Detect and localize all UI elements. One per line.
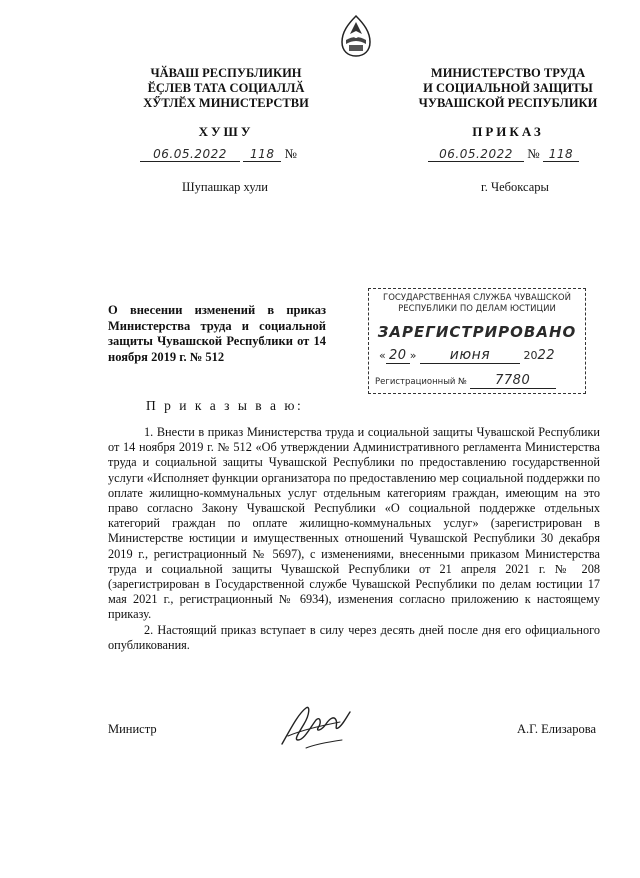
stamp-year-prefix: 20 xyxy=(523,349,538,362)
stamp-org-line: РЕСПУБЛИКИ ПО ДЕЛАМ ЮСТИЦИИ xyxy=(398,304,556,314)
order-word-russian: ПРИКАЗ xyxy=(472,124,544,139)
order-date-number-chuvash xyxy=(140,146,320,166)
registration-stamp xyxy=(368,288,586,394)
order-date: 06.05.2022 xyxy=(428,147,524,162)
stamp-month: июня xyxy=(420,347,520,364)
number-sign: № xyxy=(527,146,540,161)
ministry-name-line: ХӲТЛӖХ МИНИСТЕРСТВИ xyxy=(143,96,309,110)
stamp-day: 20 xyxy=(386,348,410,364)
order-paragraph: 2. Настоящий приказ вступает в силу через десять дней после дня его официального опубликования. xyxy=(108,622,600,652)
signatory-name: А.Г. Елизарова xyxy=(516,722,596,736)
stamp-org-line: ГОСУДАРСТВЕННАЯ СЛУЖБА ЧУВАШСКОЙ xyxy=(383,293,571,303)
stamp-organization xyxy=(369,293,585,315)
order-number: 118 xyxy=(543,147,579,162)
signatory-position: Министр xyxy=(108,722,157,736)
ministry-name-chuvash xyxy=(128,66,324,111)
stamp-reg-number: 7780 xyxy=(470,373,556,389)
order-number: 118 xyxy=(243,147,281,162)
handwritten-signature-icon xyxy=(276,700,356,754)
ministry-name-russian xyxy=(410,66,606,111)
stamp-quote-close: » xyxy=(409,349,417,362)
city-chuvash: Шупашкар хули xyxy=(182,180,268,194)
ministry-name-line: ӖҪЛЕВ ТАТА СОЦИАЛЛӐ xyxy=(147,81,305,95)
stamp-year-suffix: 22 xyxy=(537,348,556,363)
order-paragraph: 1. Внести в приказ Министерства труда и социальной защиты Чувашской Республики от 14 ноября 2019 г. № 512 «Об утверждении Административного регламента Министерства труда и социальной защиты Чувашской Республики по предоставлению государственной услуги «Исполняет функции организатора по предоставлению мер социальной поддержки по оплате жилищно-коммунальных услуг отдельным категориям граждан, имеющим на это право согласно Закону Чувашской Республики «О социальной поддержке отдельных категорий граждан по оплате жилищно-коммунальных услуг» (зарегистрирован в Министерстве юстиции и имущественных отношений Чувашской Республики 30 декабря 2019 г., регистрационный № 5697), с изменениями, внесенными приказом Министерства труда и социальной защиты Чувашской Республики от 21 апреля 2021 г. № 208 (зарегистрирован в Государственной службе Чувашской Республики по делам юстиции 17 мая 2021 г., регистрационный № 6934), изменения согласно приложению к настоящему приказу. xyxy=(108,425,600,622)
stamp-date xyxy=(379,347,579,364)
order-date: 06.05.2022 xyxy=(140,147,240,162)
ministry-name-line: МИНИСТЕРСТВО ТРУДА xyxy=(430,66,586,80)
order-body xyxy=(108,425,600,653)
ministry-name-line: И СОЦИАЛЬНОЙ ЗАЩИТЫ xyxy=(423,81,593,95)
city-russian: г. Чебоксары xyxy=(481,180,549,194)
stamp-registration-number xyxy=(375,373,581,389)
order-date-number-russian xyxy=(428,146,598,166)
stamp-quote-open: « xyxy=(379,349,386,362)
ministry-name-line: ЧӐВАШ РЕСПУБЛИКИН xyxy=(150,66,302,80)
order-subject: О внесении изменений в приказ Министерства труда и социальной защиты Чувашской Республики от 14 ноября 2019 г. № 512 xyxy=(108,303,326,364)
ministry-name-line: ЧУВАШСКОЙ РЕСПУБЛИКИ xyxy=(418,96,598,110)
stamp-reg-label: Регистрационный № xyxy=(375,377,467,387)
chuvash-emblem-icon xyxy=(336,14,376,58)
order-preamble: П р и к а з ы в а ю: xyxy=(146,398,304,413)
order-word-chuvash: ХУШУ xyxy=(198,124,254,139)
stamp-registered-label: ЗАРЕГИСТРИРОВАНО xyxy=(377,323,577,341)
number-sign: № xyxy=(284,146,297,161)
